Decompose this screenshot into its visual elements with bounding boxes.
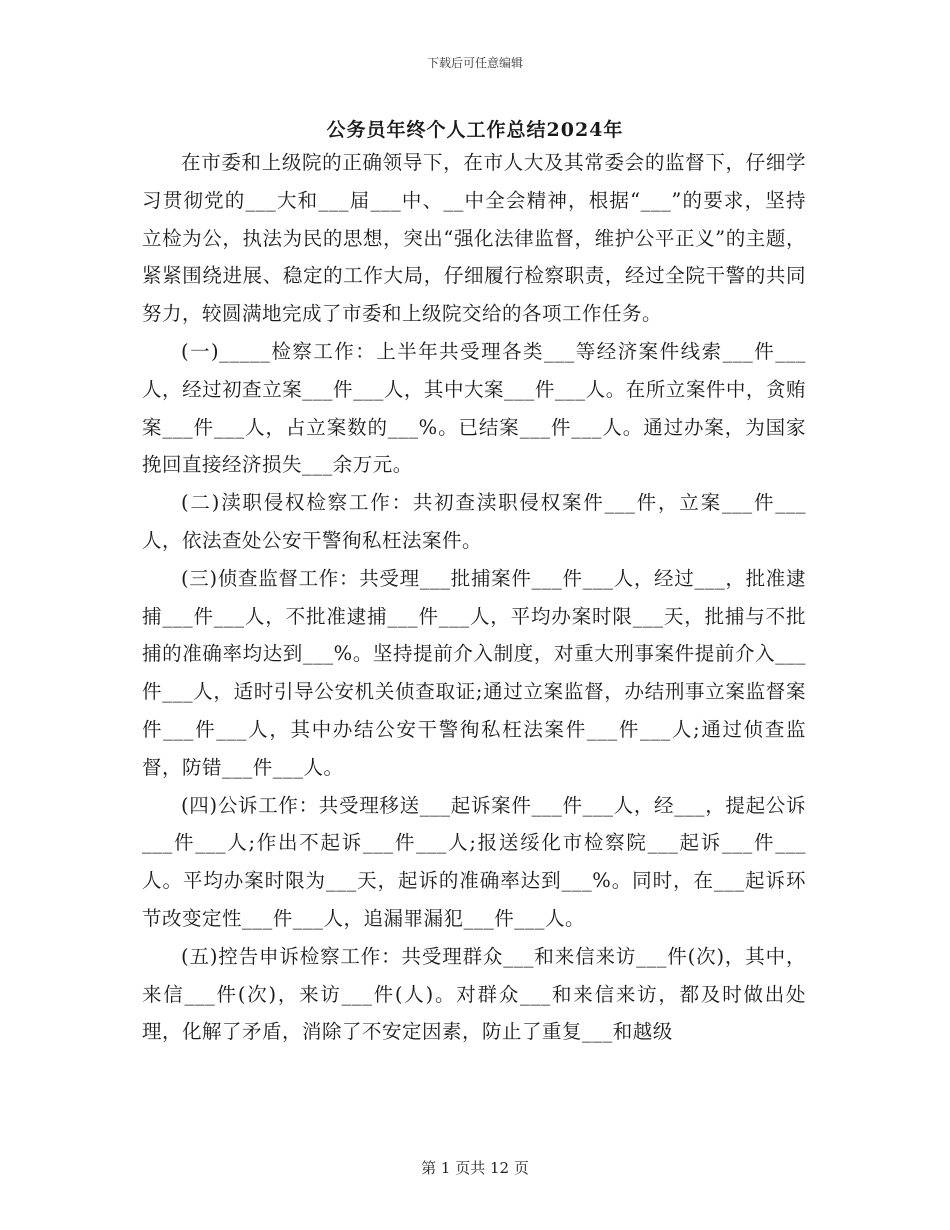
document-title: 公务员年终个人工作总结2024年: [326, 119, 624, 141]
paragraph-section-5: (五)控告申诉检察工作：共受理群众___和来信来访___件(次)，其中，来信___件(次)，来访___件(人)。对群众___和来信来访，都及时做出处理，化解了矛盾，消除了不安定因素，防止了重复___和越级: [142, 944, 806, 1044]
page-number: 第 1 页共 12 页: [421, 1159, 529, 1177]
document-body: [142, 144, 806, 1051]
header-note: 下载后可任意编辑: [426, 56, 523, 70]
paragraph-section-2: (二)渎职侵权检察工作：共初查渎职侵权案件___件，立案___件___人，依法查处公安干警徇私枉法案件。: [142, 491, 806, 552]
paragraph-section-4: (四)公诉工作：共受理移送___起诉案件___件___人，经___，提起公诉___件___人;作出不起诉___件___人;报送绥化市检察院___起诉___件___人。平均办案时限为___天，起诉的准确率达到___%。同时，在___起诉环节改变定性___件___人，追漏罪漏犯___件___人。: [142, 793, 806, 930]
paragraph-section-3: (三)侦查监督工作：共受理___批捕案件___件___人，经过___，批准逮捕___件___人，不批准逮捕___件___人，平均办案时限___天，批捕与不批捕的准确率均达到___%。坚持提前介入制度，对重大刑事案件提前介入___件___人，适时引导公安机关侦查取证;通过立案监督，办结刑事立案监督案件___件___人，其中办结公安干警徇私枉法案件___件___人;通过侦查监督，防错___件___人。: [142, 566, 806, 779]
paragraph-intro: 在市委和上级院的正确领导下，在市人大及其常委会的监督下，仔细学习贯彻党的___大和___届___中、__中全会精神，根据“___”的要求，坚持立检为公，执法为民的思想，突出“强化法律监督，维护公平正义”的主题，紧紧围绕进展、稳定的工作大局，仔细履行检察职责，经过全院干警的共同努力，较圆满地完成了市委和上级院交给的各项工作任务。: [142, 151, 806, 326]
paragraph-section-1: (一)_____检察工作：上半年共受理各类___等经济案件线索___件___人，经过初查立案___件___人，其中大案___件___人。在所立案件中，贪贿案___件___人，占立案数的___%。已结案___件___人。通过办案，为国家挽回直接经济损失___余万元。: [142, 339, 806, 477]
